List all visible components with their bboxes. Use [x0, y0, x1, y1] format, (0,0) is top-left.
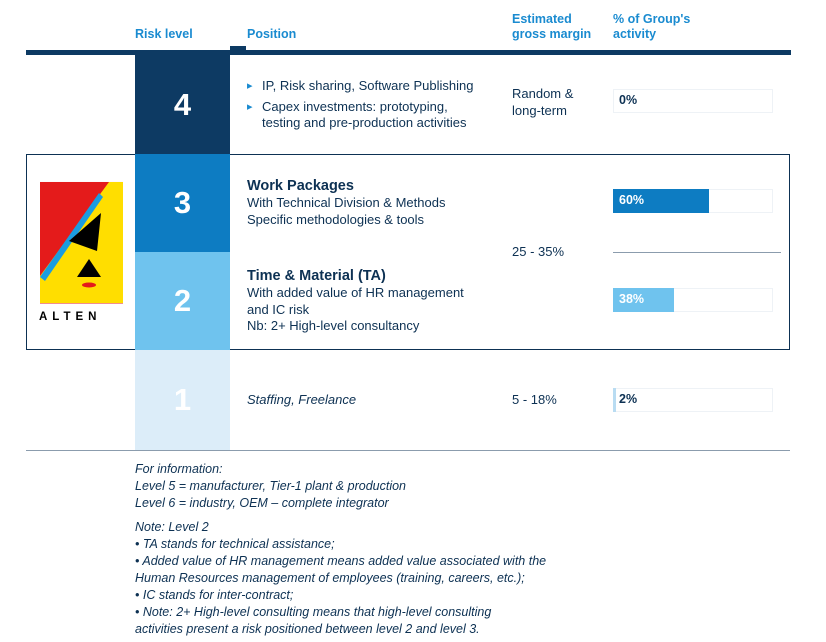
level-4-activity-label: 0% — [619, 93, 638, 107]
level-4-margin — [512, 86, 573, 119]
level-3-activity-label: 60% — [619, 193, 645, 207]
level-2-line3: Nb: 2+ High-level consultancy — [247, 318, 420, 333]
header-activity — [613, 12, 690, 42]
level-2-3-divider — [613, 252, 781, 253]
level-2-position — [247, 267, 464, 335]
level-4-bullet-2-line1: Capex investments: prototyping, — [262, 98, 448, 114]
header-gross-margin-line1: Estimated — [512, 12, 572, 26]
header-gross-margin-line2: gross margin — [512, 27, 592, 41]
note-line: • TA stands for technical assistance; — [135, 537, 335, 551]
level-2-notes — [135, 519, 546, 638]
level-1-position: Staffing, Freelance — [247, 392, 357, 407]
header-position: Position — [247, 27, 297, 41]
level-4-margin-line2: long-term — [512, 102, 567, 118]
note-line: activities present a risk positioned between level 2 and level 3. — [135, 622, 480, 636]
level-2-title: Time & Material (TA) — [247, 268, 386, 284]
alten-logo-graphic — [39, 181, 123, 305]
level-2-line1: With added value of HR management — [247, 285, 464, 300]
header-activity-line2: activity — [613, 27, 657, 41]
level-1-activity-bar — [613, 388, 616, 412]
alten-logo — [39, 181, 123, 323]
info-line: Level 5 = manufacturer, Tier-1 plant & production — [135, 479, 406, 493]
level-4-position — [247, 78, 502, 132]
alten-logo-text: ALTEN — [39, 311, 102, 323]
table-bottom-divider — [26, 450, 790, 451]
level-2-line2: and IC risk — [247, 301, 310, 317]
level-4-block: 4 — [135, 55, 230, 154]
level-2-activity-label: 38% — [619, 292, 645, 306]
level-3-line2: Specific methodologies & tools — [247, 211, 425, 227]
info-line: Level 6 = industry, OEM – complete integrator — [135, 496, 389, 510]
level-1-activity-label: 2% — [619, 392, 638, 406]
header-divider-tick — [230, 46, 246, 50]
header-risk-level: Risk level — [135, 27, 193, 41]
level-2-block: 2 — [135, 252, 230, 350]
level-4-margin-line1: Random & — [512, 86, 574, 101]
note-line: • Added value of HR management means added value associated with the — [135, 554, 547, 568]
note-line: Note: Level 2 — [135, 520, 209, 534]
note-line: Human Resources management of employees (training, careers, etc.); — [135, 571, 525, 585]
note-line: • Note: 2+ High-level consulting means that high-level consulting — [135, 605, 492, 619]
level-3-position — [247, 177, 445, 228]
level-4-bullet-2-line2: testing and pre-production activities — [262, 115, 467, 130]
level-2-3-margin: 25 - 35% — [512, 244, 565, 259]
level-3-block: 3 — [135, 154, 230, 252]
level-3-line1: With Technical Division & Methods — [247, 195, 446, 210]
header-activity-line1: % of Group's — [613, 12, 691, 26]
info-line: For information: — [135, 462, 223, 476]
level-3-title: Work Packages — [247, 178, 354, 194]
info-notes — [135, 461, 406, 512]
level-4-bullet-1: ▸ IP, Risk sharing, Software Publishing — [247, 78, 502, 95]
note-line: • IC stands for inter-contract; — [135, 588, 294, 602]
level-4-bullet-2 — [247, 99, 502, 132]
level-1-margin: 5 - 18% — [512, 392, 557, 407]
header-gross-margin — [512, 12, 591, 42]
level-1-block: 1 — [135, 350, 230, 450]
